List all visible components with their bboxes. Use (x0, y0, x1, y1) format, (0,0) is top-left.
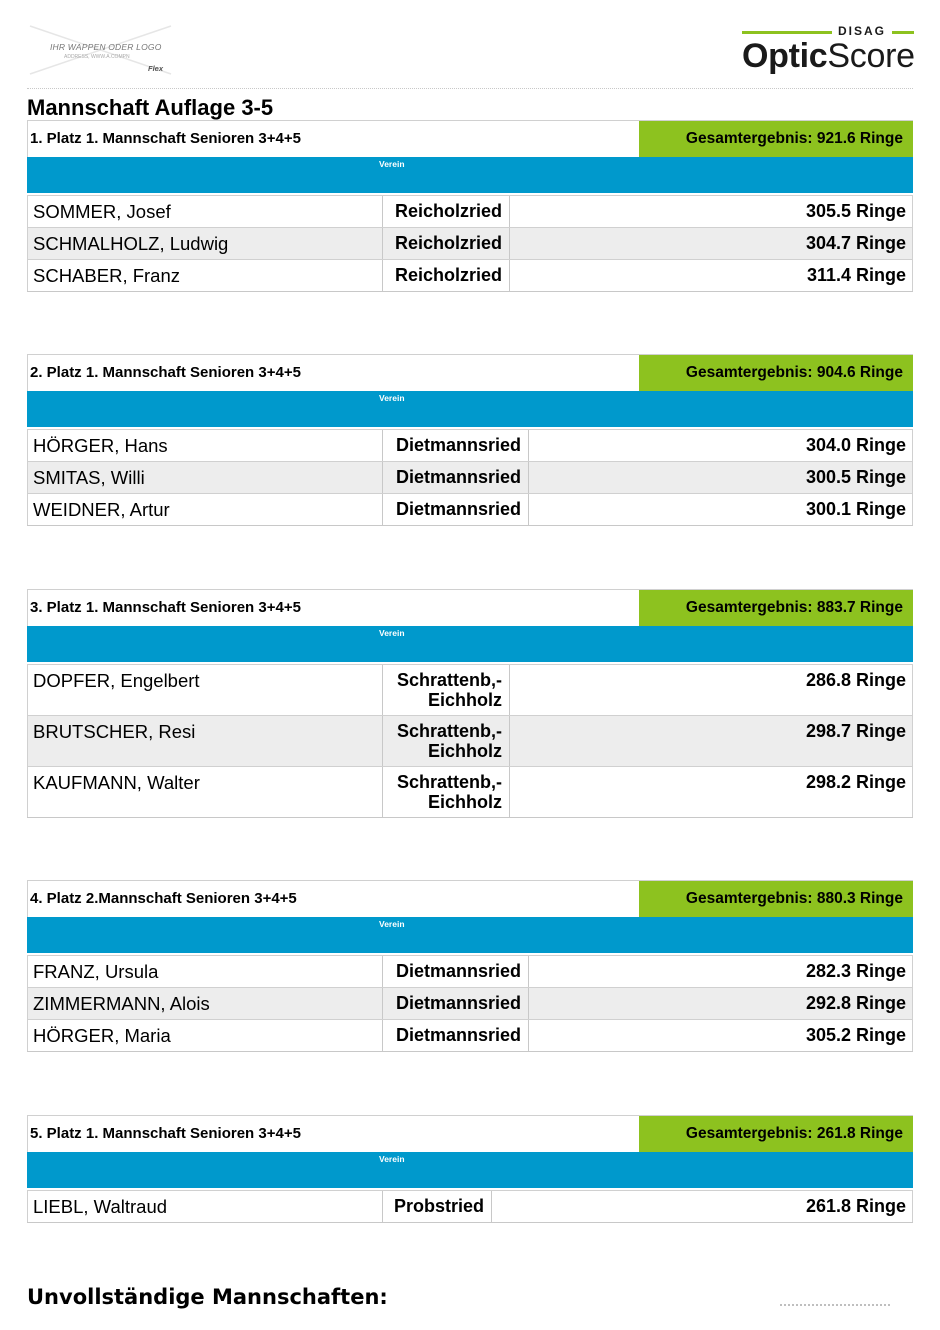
member-row (27, 461, 913, 493)
member-club: Schrattenb,- Eichholz (382, 665, 510, 715)
logo-opticscore-text: OpticScore (742, 37, 915, 75)
team-place-label: 5. Platz 1. Mannschaft Senioren 3+4+5 (30, 1125, 301, 1142)
member-row (27, 429, 913, 461)
member-club: Dietmannsried (382, 462, 529, 493)
team-header (27, 880, 913, 917)
member-list (27, 195, 913, 292)
team-place-label: 1. Platz 1. Mannschaft Senioren 3+4+5 (30, 130, 301, 147)
logo-disag-text: DISAG (832, 24, 892, 38)
team-block-2 (27, 354, 913, 526)
logo-placeholder-address: ADDRESS, WWW.A.COMPN (64, 54, 130, 60)
column-header-bar (27, 1152, 913, 1188)
header-divider (27, 88, 913, 89)
team-total-score: Gesamtergebnis: 921.6 Ringe (639, 121, 913, 157)
team-block-3 (27, 589, 913, 818)
member-club: Reicholzried (382, 228, 510, 259)
member-row (27, 1190, 913, 1222)
column-header-bar (27, 626, 913, 662)
team-place-label: 3. Platz 1. Mannschaft Senioren 3+4+5 (30, 599, 301, 616)
column-label-verein: Verein (379, 393, 405, 403)
member-score: 286.8 Ringe (805, 670, 906, 690)
member-club: Dietmannsried (382, 430, 529, 461)
member-row (27, 259, 913, 291)
member-list (27, 1190, 913, 1223)
club-logo-placeholder (28, 24, 173, 76)
team-header (27, 120, 913, 157)
incomplete-teams-heading: Unvollständige Mannschaften: (27, 1285, 388, 1309)
team-place-label: 4. Platz 2.Mannschaft Senioren 3+4+5 (30, 890, 297, 907)
member-name: SCHMALHOLZ, Ludwig (33, 233, 229, 254)
member-name: BRUTSCHER, Resi (33, 721, 196, 742)
team-place-label: 2. Platz 1. Mannschaft Senioren 3+4+5 (30, 364, 301, 381)
team-total-score: Gesamtergebnis: 883.7 Ringe (639, 590, 913, 626)
member-name: WEIDNER, Artur (33, 499, 170, 520)
team-total-score: Gesamtergebnis: 261.8 Ringe (639, 1116, 913, 1152)
column-label-verein: Verein (379, 1154, 405, 1164)
member-name: DOPFER, Engelbert (33, 670, 200, 691)
column-label-verein: Verein (379, 159, 405, 169)
member-name: SCHABER, Franz (33, 265, 181, 286)
member-club: Dietmannsried (382, 494, 529, 525)
member-name: SOMMER, Josef (33, 201, 171, 222)
member-club: Schrattenb,- Eichholz (382, 767, 510, 817)
member-club: Dietmannsried (382, 1020, 529, 1051)
member-club: Reicholzried (382, 196, 510, 227)
column-header-bar (27, 157, 913, 193)
member-score: 304.0 Ringe (805, 435, 906, 455)
member-list (27, 429, 913, 526)
team-block-1 (27, 120, 913, 292)
member-club: Schrattenb,- Eichholz (382, 716, 510, 766)
member-name: FRANZ, Ursula (33, 961, 159, 982)
member-list (27, 664, 913, 818)
member-club: Probstried (382, 1191, 492, 1222)
member-name: LIEBL, Waltraud (33, 1196, 168, 1217)
member-club: Dietmannsried (382, 956, 529, 987)
member-score: 261.8 Ringe (805, 1196, 906, 1216)
opticscore-logo (742, 24, 914, 76)
member-name: HÖRGER, Hans (33, 435, 168, 456)
team-total-score: Gesamtergebnis: 904.6 Ringe (639, 355, 913, 391)
member-score: 292.8 Ringe (805, 993, 906, 1013)
member-row (27, 766, 913, 817)
member-row (27, 987, 913, 1019)
member-name: KAUFMANN, Walter (33, 772, 200, 793)
team-block-4 (27, 880, 913, 1052)
page-title: Mannschaft Auflage 3-5 (27, 95, 274, 120)
member-list (27, 955, 913, 1052)
column-header-bar (27, 391, 913, 427)
column-label-verein: Verein (379, 919, 405, 929)
member-name: ZIMMERMANN, Alois (33, 993, 210, 1014)
logo-placeholder-text: IHR WAPPEN ODER LOGO (50, 42, 162, 52)
team-header (27, 1115, 913, 1152)
member-row (27, 1019, 913, 1051)
member-row (27, 195, 913, 227)
team-total-score: Gesamtergebnis: 880.3 Ringe (639, 881, 913, 917)
member-score: 298.2 Ringe (805, 772, 906, 792)
member-score: 311.4 Ringe (806, 265, 906, 285)
logo-placeholder-flex: Flex (148, 64, 164, 73)
member-name: HÖRGER, Maria (33, 1025, 171, 1046)
member-score: 298.7 Ringe (805, 721, 906, 741)
member-score: 305.2 Ringe (805, 1025, 906, 1045)
member-row (27, 227, 913, 259)
team-block-5 (27, 1115, 913, 1223)
footer-dotted-line (780, 1304, 890, 1306)
team-header (27, 589, 913, 626)
member-row (27, 715, 913, 766)
column-label-verein: Verein (379, 628, 405, 638)
member-name: SMITAS, Willi (33, 467, 145, 488)
team-header (27, 354, 913, 391)
member-row (27, 664, 913, 715)
member-score: 304.7 Ringe (805, 233, 906, 253)
member-club: Reicholzried (382, 260, 510, 291)
member-score: 300.1 Ringe (805, 499, 906, 519)
member-club: Dietmannsried (382, 988, 529, 1019)
member-row (27, 955, 913, 987)
member-row (27, 493, 913, 525)
member-score: 282.3 Ringe (805, 961, 906, 981)
member-score: 300.5 Ringe (805, 467, 906, 487)
column-header-bar (27, 917, 913, 953)
member-score: 305.5 Ringe (805, 201, 906, 221)
